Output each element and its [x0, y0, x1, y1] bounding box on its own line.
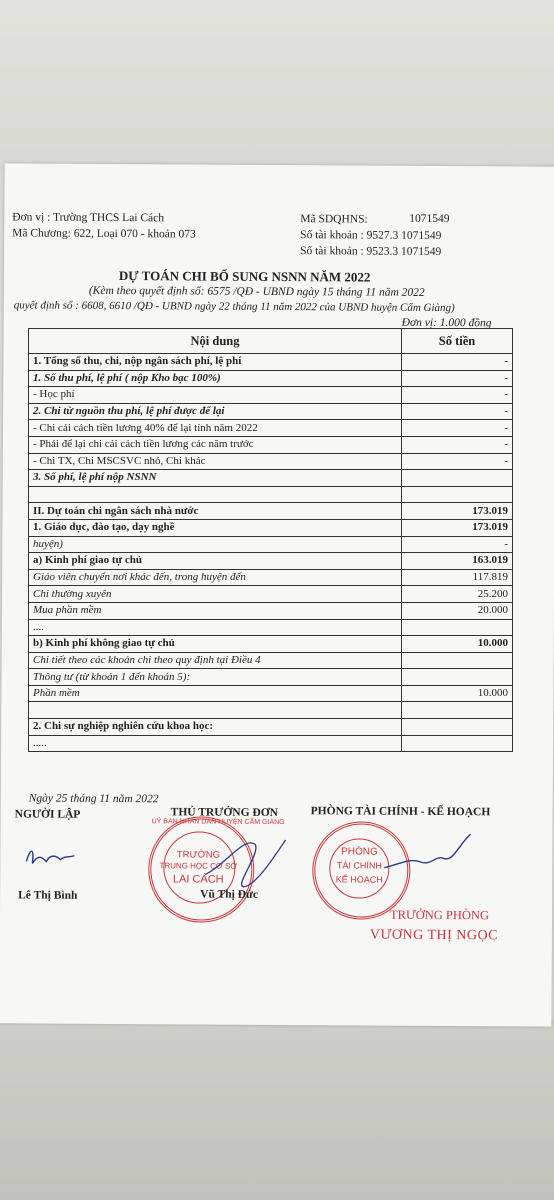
row-content: - Phải để lại chi cải cách tiền lương các năm trước [29, 436, 402, 453]
background-top [0, 0, 554, 170]
table-row [29, 586, 513, 603]
table-row [29, 602, 513, 619]
table-row [29, 470, 513, 487]
row-amount [402, 735, 513, 752]
table-row [29, 619, 513, 636]
row-amount: - [402, 354, 513, 371]
document-title: DỰ TOÁN CHI BỔ SUNG NSNN NĂM 2022 [118, 268, 371, 285]
school-stamp: UỶ BAN NHÂN DÂN HUYỆN CẨM GIÀNG TRƯỜNG TRUNG HỌC CƠ SỞ LAI CÁCH [148, 816, 255, 923]
row-amount [402, 652, 513, 669]
account-number-2: Số tài khoản : 9523.3 1071549 [300, 245, 442, 258]
table-row [29, 354, 513, 371]
table-row [29, 702, 513, 719]
preparer-signature [20, 843, 80, 873]
table-row [29, 569, 513, 586]
row-amount: 173.019 [402, 503, 513, 520]
row-amount: 10.000 [402, 636, 513, 653]
row-content: Chi tiết theo các khoản chi theo quy định tại Điều 4 [29, 652, 402, 669]
row-content: b) Kinh phí không giao tự chủ [29, 636, 402, 653]
background-bottom [0, 1020, 554, 1200]
sdqhns-value: 1071549 [409, 212, 450, 226]
table-row [29, 503, 513, 520]
row-content: - Chi TX, Chi MSCSVC nhỏ, Chi khác [29, 453, 402, 470]
table-header-row [29, 329, 513, 354]
header-content: Nội dung [29, 329, 402, 354]
dept-head-name: VƯƠNG THỊ NGỌC [369, 927, 499, 944]
row-content [29, 702, 402, 719]
budget-table [28, 328, 513, 752]
header-amount: Số tiền [402, 329, 513, 354]
finance-stamp: PHÒNG TÀI CHÍNH KẾ HOẠCH [312, 821, 411, 920]
decision-reference-1: (Kèm theo quyết định số: 6575 /QĐ - UBND ngày 15 tháng 11 năm 2022 [88, 284, 425, 299]
dept-head-title: TRƯỞNG PHÒNG [390, 907, 490, 923]
row-content: 3. Số phí, lệ phí nộp NSNN [29, 470, 402, 487]
currency-unit-note: Đơn vị: 1.000 đồng [401, 316, 492, 330]
row-amount: - [402, 403, 513, 420]
table-row [29, 685, 513, 702]
table-row [29, 652, 513, 669]
row-content: 2. Chi sự nghiệp nghiên cứu khoa học: [29, 719, 402, 736]
row-content: - Học phí [29, 387, 402, 404]
row-amount: 117.819 [402, 569, 513, 586]
table-row [29, 486, 513, 503]
table-row [29, 420, 513, 437]
row-content: 2. Chi từ nguồn thu phí, lệ phí được để lại [29, 403, 402, 420]
row-content: Chi thường xuyên [29, 586, 402, 603]
row-amount: 163.019 [402, 553, 513, 570]
row-amount: 20.000 [402, 602, 513, 619]
head-signature [195, 825, 305, 896]
row-content: 1. Số thu phí, lệ phí ( nộp Kho bạc 100%) [29, 370, 402, 387]
table-row [29, 370, 513, 387]
row-amount [402, 669, 513, 686]
unit-name: Đơn vị : Trường THCS Lai Cách [12, 211, 165, 225]
row-content: huyện) [29, 536, 402, 553]
row-amount [402, 470, 513, 487]
table-row [29, 403, 513, 420]
table-row [29, 453, 513, 470]
dept-head-signature [380, 828, 500, 889]
chapter-code: Mã Chương: 622, Loại 070 - khoản 073 [12, 227, 196, 241]
head-name: Vũ Thị Đức [200, 888, 259, 901]
preparer-name: Lê Thị Bình [18, 889, 78, 902]
row-content: Phần mềm [29, 685, 402, 702]
row-content: ..... [29, 735, 402, 752]
table-row [29, 436, 513, 453]
row-amount: 25.200 [402, 586, 513, 603]
table-row [29, 553, 513, 570]
row-content: Giáo viên chuyển nơi khác đến, trong huyện đến [29, 569, 402, 586]
table-row [29, 735, 513, 752]
row-content: 1. Tổng số thu, chi, nộp ngân sách phí, lệ phí [29, 354, 402, 371]
row-content: .... [29, 619, 402, 636]
decision-reference-2: quyết định số : 6608, 6610 /QĐ - UBND ngày 22 tháng 11 năm 2022 của UBND huyện Cẩm Giàng) [13, 299, 455, 315]
row-amount [402, 619, 513, 636]
row-amount: - [402, 536, 513, 553]
table-row [29, 669, 513, 686]
row-amount: - [402, 436, 513, 453]
row-amount: 173.019 [402, 519, 513, 536]
row-amount: - [402, 453, 513, 470]
row-content: - Chi cải cách tiền lương 40% để lại tính năm 2022 [29, 420, 402, 437]
head-title: THỦ TRƯỞNG ĐƠN [170, 806, 279, 820]
row-content [29, 486, 402, 503]
row-amount: - [402, 420, 513, 437]
table-row [29, 519, 513, 536]
table-row [29, 536, 513, 553]
row-amount: - [402, 370, 513, 387]
signing-date: Ngày 25 tháng 11 năm 2022 [28, 792, 159, 806]
row-content: Thông tư (từ khoản 1 đến khoản 5): [29, 669, 402, 686]
row-content: 1. Giáo dục, đào tạo, dạy nghề [29, 519, 402, 536]
finance-dept-title: PHÒNG TÀI CHÍNH - KẾ HOẠCH [310, 805, 491, 819]
row-amount: 10.000 [402, 685, 513, 702]
table-row [29, 387, 513, 404]
row-amount [402, 719, 513, 736]
row-amount [402, 702, 513, 719]
row-content: II. Dự toán chi ngân sách nhà nước [29, 503, 402, 520]
sdqhns-label: Mã SDQHNS: [300, 213, 368, 226]
table-row [29, 636, 513, 653]
preparer-title: NGƯỜI LẬP [14, 808, 81, 821]
row-amount: - [402, 387, 513, 404]
table-row [29, 719, 513, 736]
row-content: Mua phần mềm [29, 602, 402, 619]
row-content: a) Kinh phí giao tự chủ [29, 553, 402, 570]
row-amount [402, 486, 513, 503]
account-number-1: Số tài khoản : 9527.3 1071549 [300, 229, 442, 242]
